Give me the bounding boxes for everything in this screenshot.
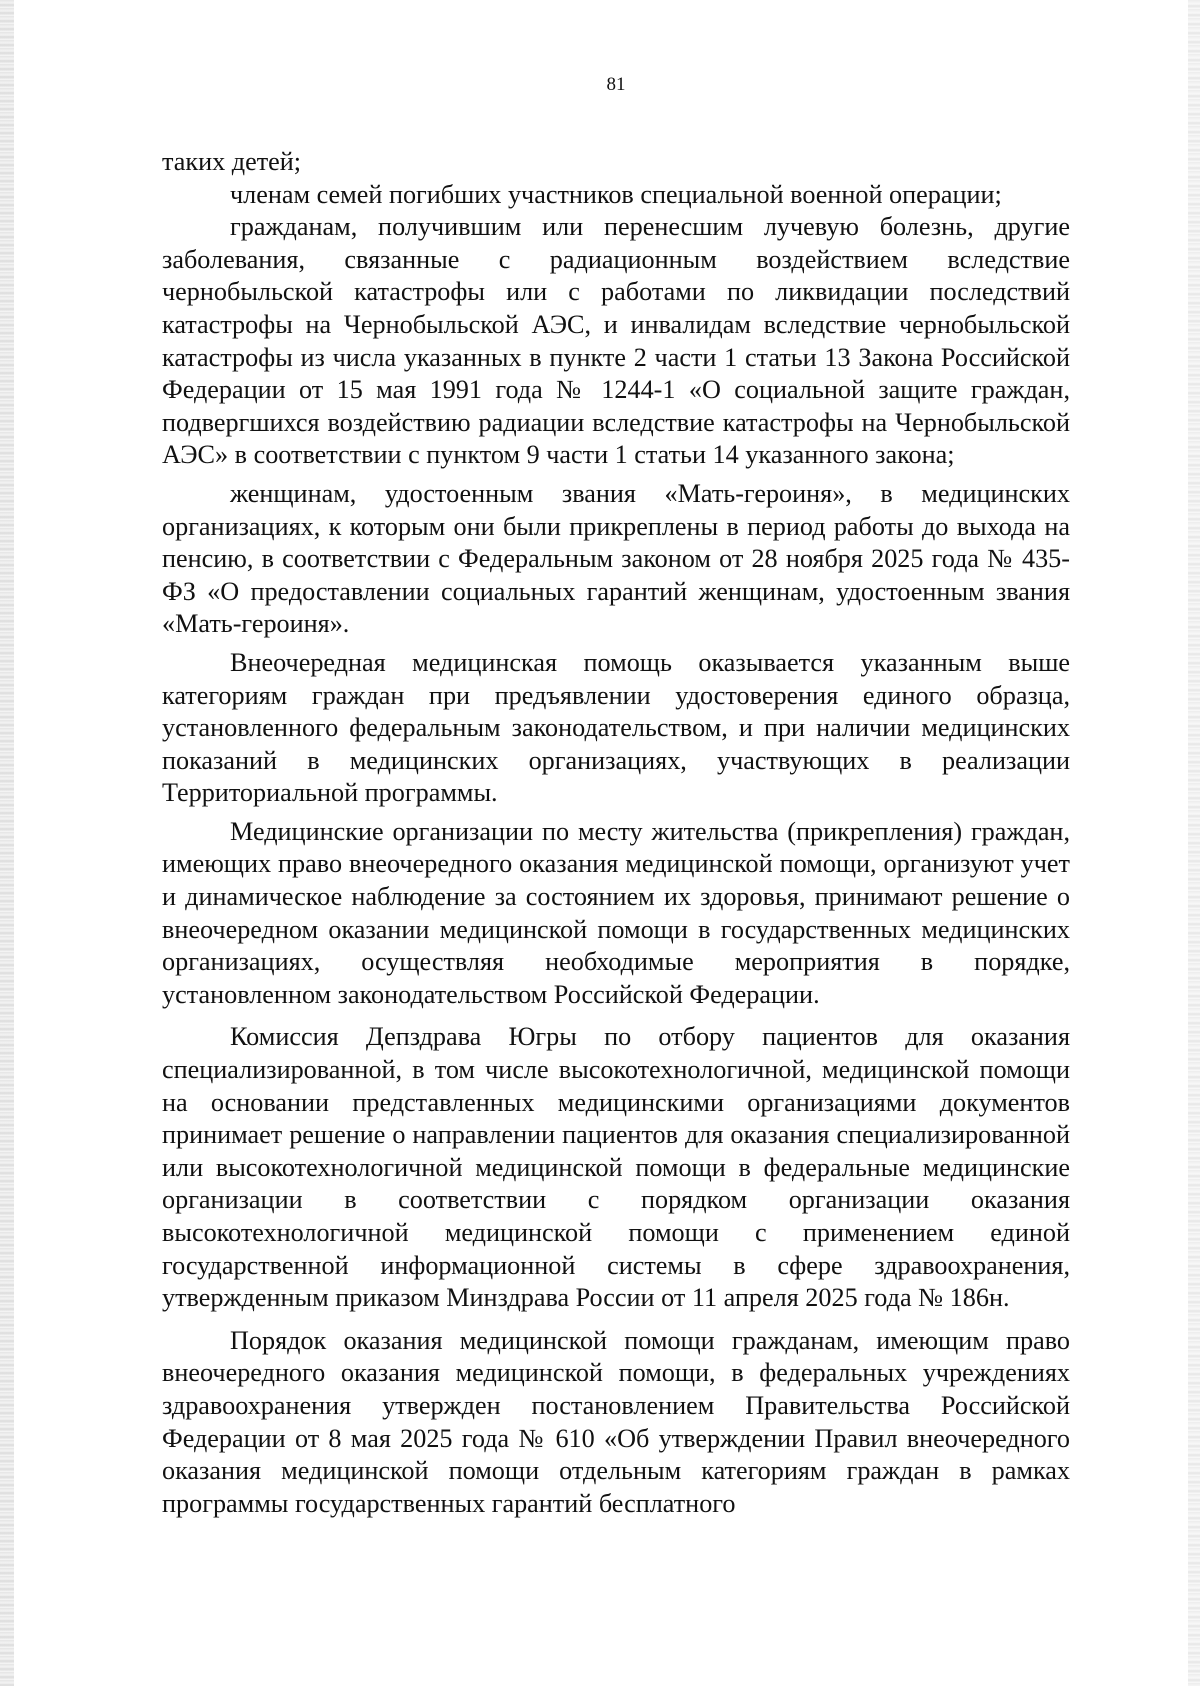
scan-edge-right <box>1188 0 1200 1686</box>
paragraph-procedure: Порядок оказания медицинской помощи гражданам, имеющим право внеочередного оказания медицинской помощи, в федеральных учреждениях здравоохранения утвержден постановлением Правительства Российской Федерации от 8 мая 2025 года № 610 «Об утверждении Правил внеочередного оказания медицинской помощи отдельным категориям граждан в рамках программы государственных гарантий бесплатного <box>162 1325 1070 1518</box>
paragraph-priority-care: Внеочередная медицинская помощь оказывается указанным выше категориям граждан при предъявлении удостоверения единого образца, установленного федеральным законодательством, и при наличии медицинских показаний в медицинских организациях, участвующих в реализации Территориальной программы. <box>162 647 1070 808</box>
paragraph-chernobyl: гражданам, получившим или перенесшим лучевую болезнь, другие заболевания, связанные с радиационным воздействием вследствие чернобыльской катастрофы или с работами по ликвидации последствий катастрофы на Чернобыльской АЭС, и инвалидам вследствие чернобыльской катастрофы из числа указанных в пункте 2 части 1 статьи 13 Закона Российской Федерации от 15 мая 1991 года № 1244-1 «О социальной защите граждан, подвергшихся воздействию радиации вследствие катастрофы на Чернобыльской АЭС» в соответствии с пунктом 9 части 1 статьи 14 указанного закона; <box>162 212 1070 470</box>
document-body <box>162 146 1070 1520</box>
paragraph-family-members: членам семей погибших участников специальной военной операции; <box>230 179 1002 209</box>
paragraph-mother-heroine: женщинам, удостоенным звания «Мать-героиня», в медицинских организациях, к которым они были прикреплены в период работы до выхода на пенсию, в соответствии с Федеральным законом от 28 ноября 2025 года № 435-ФЗ «О предоставлении социальных гарантий женщинам, удостоенным звания «Мать-героиня». <box>162 478 1070 639</box>
page-number: 81 <box>606 74 626 95</box>
paragraph-commission: Комиссия Депздрава Югры по отбору пациентов для оказания специализированной, в том числе высокотехнологичной, медицинской помощи на основании представленных медицинскими организациями документов принимает решение о направлении пациентов для оказания специализированной или высокотехнологичной медицинской помощи в федеральные медицинские организации в соответствии с порядком организации оказания высокотехнологичной медицинской помощи с применением единой государственной информационной системы в сфере здравоохранения, утвержденным приказом Минздрава России от 11 апреля 2025 года № 186н. <box>162 1022 1070 1313</box>
paragraph-medical-organizations: Медицинские организации по месту жительства (прикрепления) граждан, имеющих право внеочередного оказания медицинской помощи, организуют учет и динамическое наблюдение за состоянием их здоровья, принимают решение о внеочередном оказании медицинской помощи в государственных медицинских организациях, осуществляя необходимые мероприятия в порядке, установленном законодательством Российской Федерации. <box>162 816 1070 1009</box>
paragraph-continuation: таких детей; <box>162 147 302 176</box>
scan-edge-left <box>0 0 14 1686</box>
